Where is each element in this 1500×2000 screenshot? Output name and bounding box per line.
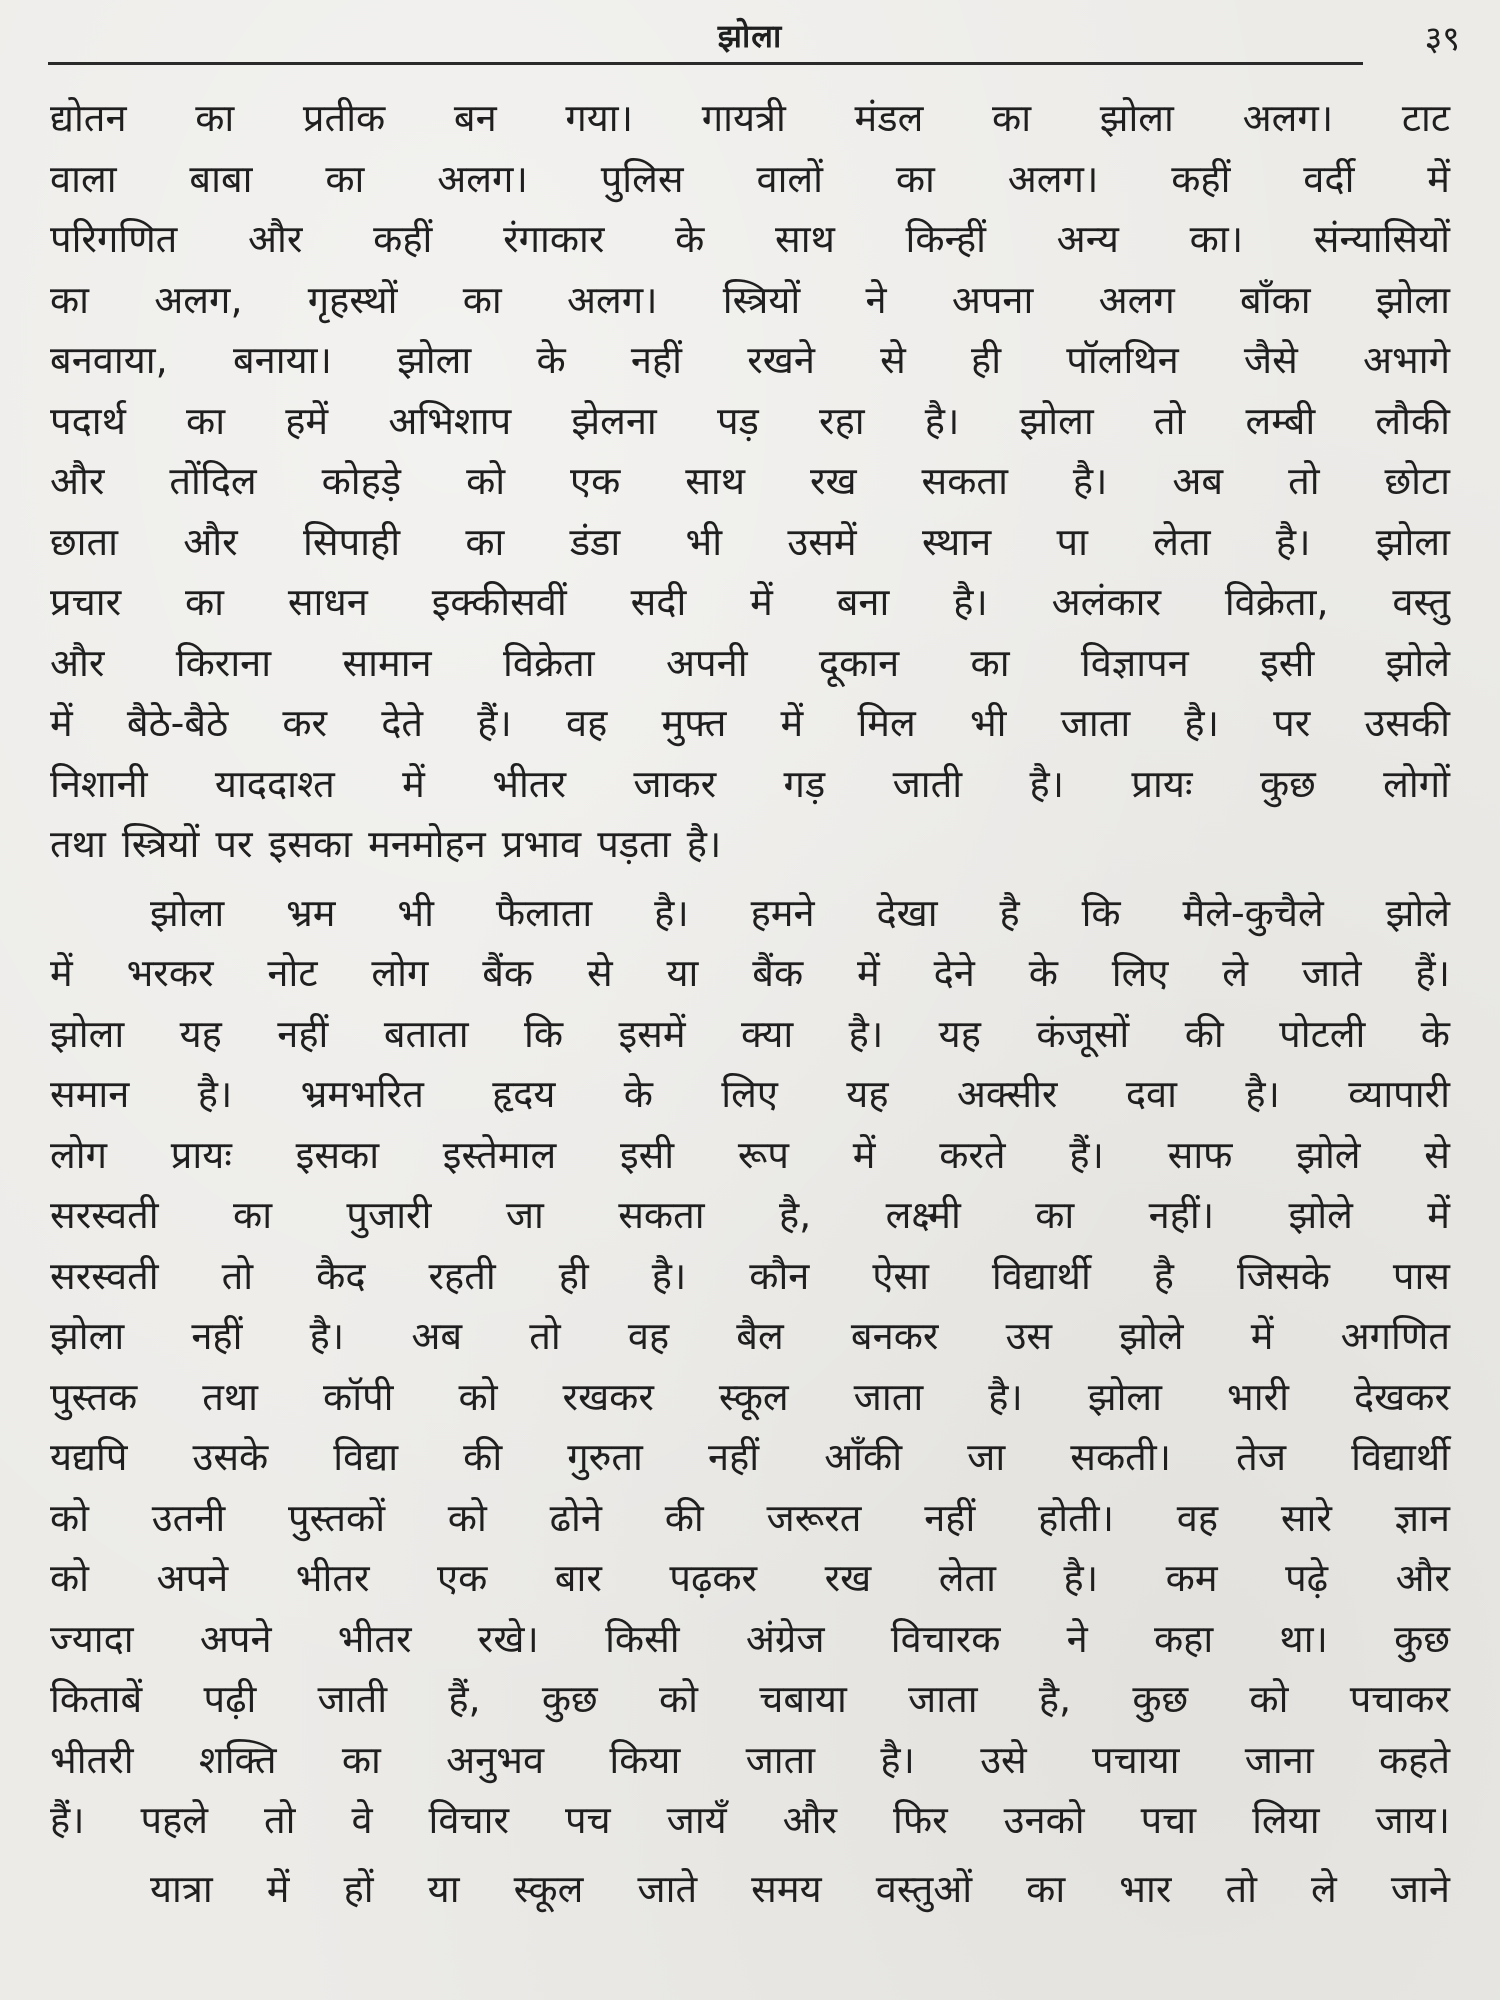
header-rule — [48, 62, 1363, 65]
running-head — [0, 14, 1500, 58]
page-number: ३९ — [1424, 19, 1460, 59]
text-line: प्रचार का साधन इक्कीसवीं सदी में बना है। अलंकार विक्रेता, वस्तु — [50, 580, 1450, 624]
text-line: भीतरी शक्ति का अनुभव किया जाता है। उसे पचाया जाना कहते — [50, 1737, 1450, 1782]
text-line: यात्रा में हों या स्कूल जाते समय वस्तुओं का भार तो ले जाने — [150, 1866, 1450, 1911]
text-line: को अपने भीतर एक बार पढ़कर रख लेता है। कम पढ़े और — [50, 1556, 1450, 1600]
text-line: सरस्वती तो कैद रहती ही है। कौन ऐसा विद्यार्थी है जिसके पास — [50, 1253, 1450, 1298]
text-line: ज्यादा अपने भीतर रखे। किसी अंग्रेज विचारक ने कहा था। कुछ — [50, 1616, 1450, 1661]
text-line: पदार्थ का हमें अभिशाप झेलना पड़ रहा है। झोला तो लम्बी लौकी — [50, 398, 1450, 443]
paragraph-gap — [50, 875, 1450, 883]
text-line: वाला बाबा का अलग। पुलिस वालों का अलग। कहीं वर्दी में — [50, 156, 1450, 201]
text-line: को उतनी पुस्तकों को ढोने की जरूरत नहीं होती। वह सारे ज्ञान — [50, 1495, 1450, 1540]
text-line: झोला नहीं है। अब तो वह बैल बनकर उस झोले में अगणित — [50, 1314, 1450, 1358]
text-line: किताबें पढ़ी जाती हैं, कुछ को चबाया जाता है, कुछ को पचाकर — [50, 1677, 1450, 1721]
body-text — [50, 88, 1450, 1919]
text-line: झोला भ्रम भी फैलाता है। हमने देखा है कि मैले-कुचैले झोले — [150, 890, 1450, 935]
text-line: और किराना सामान विक्रेता अपनी दूकान का विज्ञापन इसी झोले — [50, 640, 1450, 685]
text-line: हैं। पहले तो वे विचार पच जायँ और फिर उनको पचा लिया जाय। — [50, 1798, 1450, 1842]
text-line: छाता और सिपाही का डंडा भी उसमें स्थान पा लेता है। झोला — [50, 519, 1450, 564]
text-line: समान है। भ्रमभरित हृदय के लिए यह अक्सीर दवा है। व्यापारी — [50, 1072, 1450, 1116]
paragraph-gap — [50, 1851, 1450, 1859]
text-line: का अलग, गृहस्थों का अलग। स्त्रियों ने अपना अलग बाँका झोला — [50, 277, 1450, 322]
text-line: झोला यह नहीं बताता कि इसमें क्या है। यह कंजूसों की पोटली के — [50, 1011, 1450, 1056]
paragraph-1 — [50, 88, 1450, 875]
text-line: यद्यपि उसके विद्या की गुरुता नहीं आँकी जा सकती। तेज विद्यार्थी — [50, 1435, 1450, 1479]
paragraph-3 — [50, 1859, 1450, 1920]
text-line: तथा स्त्रियों पर इसका मनमोहन प्रभाव पड़ता है। — [50, 822, 722, 866]
text-line: निशानी याददाश्त में भीतर जाकर गड़ जाती है। प्रायः कुछ लोगों — [50, 761, 1450, 806]
text-line: द्योतन का प्रतीक बन गया। गायत्री मंडल का झोला अलग। टाट — [50, 96, 1450, 140]
paragraph-2 — [50, 883, 1450, 1851]
text-line: परिगणित और कहीं रंगाकार के साथ किन्हीं अन्य का। संन्यासियों — [50, 217, 1450, 261]
text-line: पुस्तक तथा कॉपी को रखकर स्कूल जाता है। झोला भारी देखकर — [50, 1374, 1450, 1419]
text-line: लोग प्रायः इसका इस्तेमाल इसी रूप में करते हैं। साफ झोले से — [50, 1132, 1450, 1177]
text-line: बनवाया, बनाया। झोला के नहीं रखने से ही पॉलथिन जैसे अभागे — [50, 338, 1450, 382]
text-line: और तोंदिल कोहड़े को एक साथ रख सकता है। अब तो छोटा — [50, 459, 1450, 503]
text-line: सरस्वती का पुजारी जा सकता है, लक्ष्मी का नहीं। झोले में — [50, 1193, 1450, 1237]
text-line: में भरकर नोट लोग बैंक से या बैंक में देने के लिए ले जाते हैं। — [50, 951, 1450, 995]
text-line: में बैठे-बैठे कर देते हैं। वह मुफ्त में मिल भी जाता है। पर उसकी — [50, 701, 1450, 745]
chapter-title: झोला — [717, 17, 783, 55]
